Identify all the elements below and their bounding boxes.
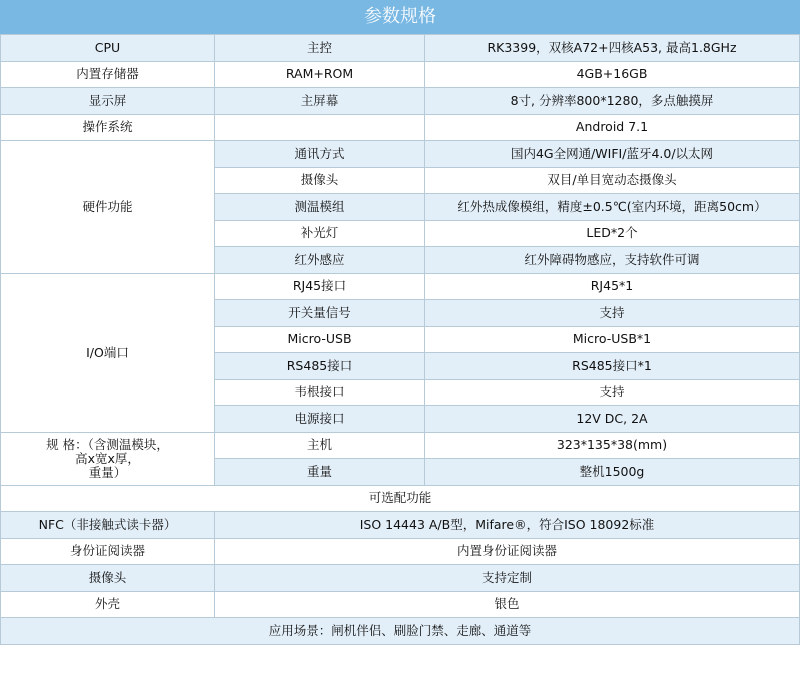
row-value: 8寸, 分辨率800*1280，多点触摸屏 (425, 88, 800, 115)
row-value: 支持定制 (215, 565, 800, 592)
table-row-cpu (1, 35, 800, 62)
spec-table (0, 34, 800, 645)
row-sublabel-empty (215, 114, 425, 141)
row-label: 身份证阅读器 (1, 538, 215, 565)
row-label: CPU (1, 35, 215, 62)
application-scenarios: 应用场景：闸机伴侣、刷脸门禁、走廊、通道等 (1, 618, 800, 645)
row-sublabel: 测温模组 (215, 194, 425, 221)
row-label: 摄像头 (1, 565, 215, 592)
row-sublabel: 主控 (215, 35, 425, 62)
row-sublabel: 主屏幕 (215, 88, 425, 115)
spec-label-line: 规 格：（含测温模块， (46, 436, 169, 452)
table-row-hardware (1, 141, 800, 168)
spec-label-line: 高x宽x厚， (75, 450, 140, 466)
row-value: RJ45*1 (425, 273, 800, 300)
row-sublabel: RJ45接口 (215, 273, 425, 300)
row-label: 内置存储器 (1, 61, 215, 88)
table-row-id-reader (1, 538, 800, 565)
row-value: 支持 (425, 379, 800, 406)
table-row-os (1, 114, 800, 141)
row-value: 双目/单目宽动态摄像头 (425, 167, 800, 194)
row-label: 显示屏 (1, 88, 215, 115)
table-row-io (1, 273, 800, 300)
table-row-storage (1, 61, 800, 88)
row-value: Android 7.1 (425, 114, 800, 141)
table-row-display (1, 88, 800, 115)
row-sublabel: 韦根接口 (215, 379, 425, 406)
row-label: 外壳 (1, 591, 215, 618)
row-value: RS485接口*1 (425, 353, 800, 380)
row-value: Micro-USB*1 (425, 326, 800, 353)
row-value: 323*135*38(mm) (425, 432, 800, 459)
table-row-scenarios (1, 618, 800, 645)
row-value: 银色 (215, 591, 800, 618)
table-row-spec (1, 432, 800, 459)
row-sublabel: 补光灯 (215, 220, 425, 247)
optional-section-header: 可选配功能 (1, 485, 800, 512)
row-sublabel: 电源接口 (215, 406, 425, 433)
row-value: 红外障碍物感应，支持软件可调 (425, 247, 800, 274)
row-value: ISO 14443 A/B型，Mifare®，符合ISO 18092标准 (215, 512, 800, 539)
row-label: NFC（非接触式读卡器） (1, 512, 215, 539)
spec-label-line: 重量） (88, 464, 127, 480)
row-value: 整机1500g (425, 459, 800, 486)
row-value: 国内4G全网通/WIFI/蓝牙4.0/以太网 (425, 141, 800, 168)
group-label-io: I/O端口 (1, 273, 215, 432)
row-sublabel: 重量 (215, 459, 425, 486)
spec-title: 参数规格 (0, 0, 800, 34)
row-sublabel: 通讯方式 (215, 141, 425, 168)
row-label: 操作系统 (1, 114, 215, 141)
group-label-spec (1, 432, 215, 485)
row-value: 12V DC, 2A (425, 406, 800, 433)
table-row-optional-header (1, 485, 800, 512)
row-value: 内置身份证阅读器 (215, 538, 800, 565)
group-label-hardware: 硬件功能 (1, 141, 215, 274)
table-row-camera (1, 565, 800, 592)
row-sublabel: RS485接口 (215, 353, 425, 380)
row-value: RK3399，双核A72+四核A53, 最高1.8GHz (425, 35, 800, 62)
row-value: 支持 (425, 300, 800, 327)
row-sublabel: Micro-USB (215, 326, 425, 353)
row-value: 红外热成像模组，精度±0.5℃(室内环境，距离50cm） (425, 194, 800, 221)
row-sublabel: 开关量信号 (215, 300, 425, 327)
row-sublabel: 主机 (215, 432, 425, 459)
row-sublabel: RAM+ROM (215, 61, 425, 88)
table-row-shell (1, 591, 800, 618)
row-sublabel: 红外感应 (215, 247, 425, 274)
row-value: LED*2个 (425, 220, 800, 247)
row-value: 4GB+16GB (425, 61, 800, 88)
table-row-nfc (1, 512, 800, 539)
row-sublabel: 摄像头 (215, 167, 425, 194)
